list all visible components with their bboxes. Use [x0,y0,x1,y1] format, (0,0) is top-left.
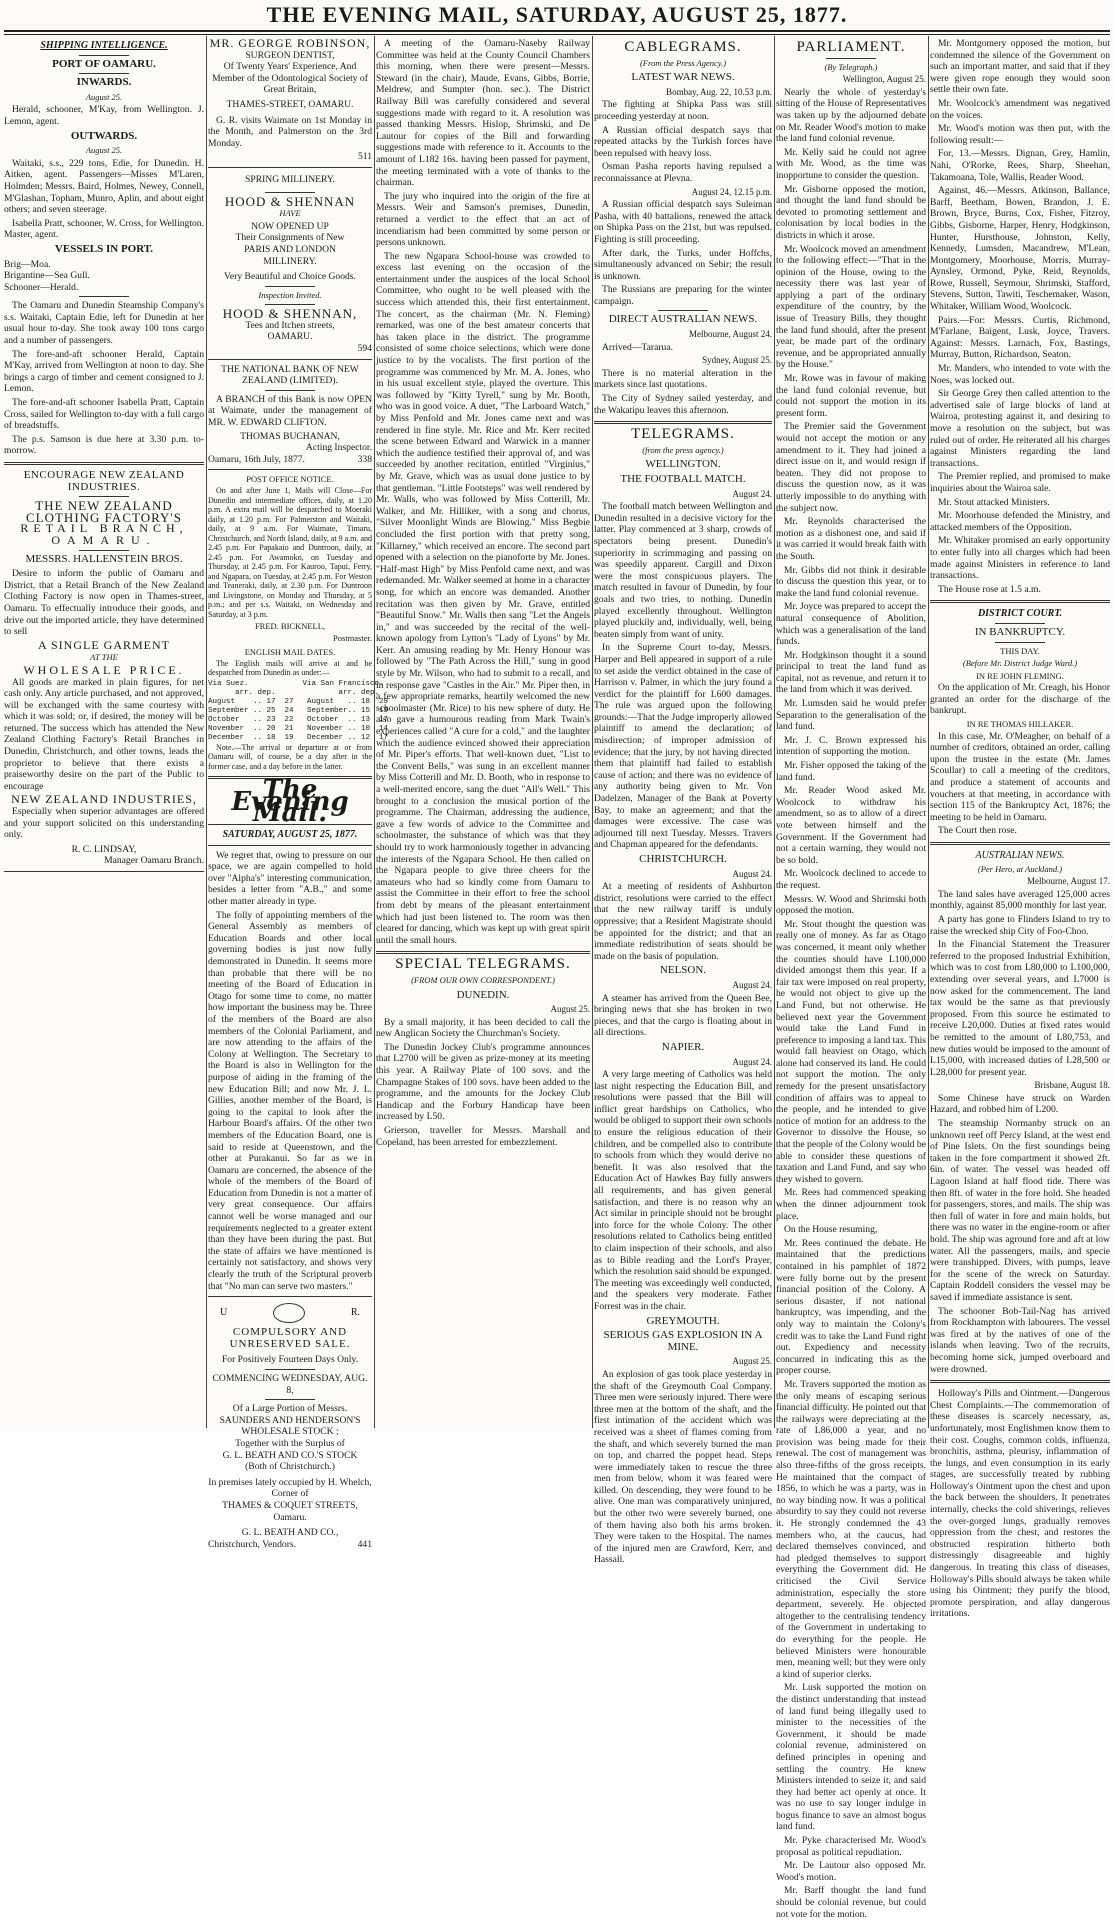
divider [208,1296,372,1297]
ad-heading: THE NATIONAL BANK OF NEW ZEALAND (LIMITED). [221,363,359,387]
paragraph: A Russian official despatch says that repeated attacks by the Turkish forces have been repulsed with heavy loss. [594,124,772,159]
notice-text: On and after June 1, Mails will Close—For Dunedin and intermediate offices, daily, at 1.20 p.m. A extra mail will be despatched to Moeraki daily, at 1.20 p.m. For Palmerston and Waitaki, daily, at 9 a.m. For Waimate, Timaru, Christchurch, and North Island, daily, at 9 a.m. and 2.45 p.m. For Papakaio and Duntroon, daily, at 2.45 p.m. For Awamoko, on Tuesday and Thursday, at 2.45 p.m. For Kauroo, Tapui, Ferry, and Ngapara, on Tuesday, at 2.45 p.m. For Weston and Teaneraki, daily, at 2.30 p.m. For Duntroon and Livingstone, on Monday and Thursday, at 5 p.m.; and per s.s. Waitaki, on Wednesday and Saturday, at 3 p.m. [208,486,372,619]
ad-signature: G. L. BEATH AND CO., [241,1527,339,1539]
ad-heading: SPRING MILLINERY. [245,173,335,185]
ad-text: Their Consignments of New [235,232,345,244]
divider [208,469,372,470]
ad-text: G. L. BEATH AND CO.'S STOCK [222,1449,358,1461]
vessel-list-item: Schooner—Herald. [4,281,79,293]
notice-text: Note.—The arrival or departure at or from Oamaru will, of course, be a day after in the former case, and a day before in the latter. [208,742,372,771]
section-source: (from the press agency.) [642,444,724,455]
section-source: (Per Hero, at Auckland.) [977,863,1063,874]
paragraph: The fore-and-aft schooner Isabella Pratt, Captain Cross, sailed for Wellington to-day with a full cargo of breadstuffs. [4,397,204,432]
paragraph: Isabella Pratt, schooner, W. Cross, for Wellington. Master, agent. [4,217,204,241]
paragraph: All goods are marked in plain figures, for net cash only. Any article purchased, and not approved, will be exchanged with the same courtesy with which it was sold; or, if desired, the money will be returned. The success which has attended the New Zealand Clothing Factory's Retail Branches in Dunedin, Christchurch, and other towns, leads the proprietor to believe that there exists a praiseworthy desire on the part of the Public to encourage [4,676,204,792]
section-source: (FROM OUR OWN CORRESPONDENT.) [411,974,555,985]
inwards-heading: INWARDS. [76,76,132,89]
ad-heading: HOOD & SHENNAN, [222,306,358,322]
notice-text: The English mails will arrive at and be despatched from Dunedin as under:— [208,658,372,678]
dateline: August 25. [550,1004,590,1015]
crest-letter: R. [350,1307,360,1319]
divider [265,1369,315,1370]
editorial-date: SATURDAY, AUGUST 25, 1877. [222,829,358,841]
paragraph: Mr. De Lautour also opposed Mr. Wood's motion. [776,1860,926,1883]
paragraph: Arrived—Tararua. [602,341,673,353]
paragraph: In the Supreme Court to-day, Messrs. Harper and Bell appeared in support of a rule to set aside the verdict obtained in the case of Harrison v. Palmer, in which the jury found a verdict for the plaintiff for L600 damages. The rule was argued upon the following grounds:—That the Judge improperly allowed plaintiff to amend the declaration; of misdirection; of improper admission of evidence; that the jury, by not having directed them that plaintiff had failed to establish cause of action; and there was no evidence of any authority being given to Mr. Von Dadelzen, Manager of the Bank at Poverty Bay, to make an agreement; and that the damages were excessive. The case was adjourned till next Tuesday. Messrs. Travers and Chapman appeared for the defendants. [594,642,772,851]
column-divider [592,36,593,1428]
ad-text: SURGEON DENTIST, [245,49,335,61]
ad-text: Tees and Itchen streets, [245,319,335,331]
masthead-title: THE EVENING MAIL, SATURDAY, AUGUST 25, 1877. [266,2,848,27]
crest-icon [273,1303,305,1323]
ad-text: PARIS AND LONDON [244,243,336,255]
paragraph: An explosion of gas took place yesterday in the shaft of the Greymouth Coal Company. Three men were seriously injured. There were three men at the bottom of the shaft, and the first intimation of the accident which was received was a sheet of flames coming from the shaft, and which severely burned the man on top, and charred the poppet head. Steps were immediately taken to rescue the three men from below, whom it was feared were killed. On descending, they were found to be alive. One man was comparatively uninjured, but the other two were severely burned, one of them having also both his arms broken. They were taken to the Hospital. The names of the injured men are Crawford, Kerr, and Hassall. [594,1368,772,1566]
ad-signature-title: Acting Inspector. [305,442,372,454]
dateline: August 24, 12.15 p.m. [691,186,772,197]
notice-heading: POST OFFICE NOTICE. [246,474,334,485]
paragraph: The folly of appointing members of the General Assembly as members of Education Boards and other local governing bodies is just now fully demonstrated in Dunedin. It seems more than probable that there will be no meeting of the Board of Education in Otago for some time to come, no matter how important the business may be. Three of the members of the Board are also members of the Colonial Parliament, and are now attending to the affairs of the Colony at Wellington. The Secretary to the Board is also in Wellington for the purpose of aiding in the framing of the new Education Bill; and now Mr. J. L. Gillies, another member of the Board, is going to the capital to look after the Harbour Board's affairs. Of the other two members of the Education Board, one is said to reside at Queenstown, and the other at Purakanui. So far as we in Oamaru are concerned, the absence of the whole of the members of the Board of Education from Dunedin is not a matter of very great consequence. Our affairs cannot well be worse managed and our requirements neglected to a greater extent than they have been during the past. But the state of affairs we have mentioned is certainly not satisfactory, and shows very clearly the truth of the Scriptural proverb that "No man can serve two masters." [208,909,372,1292]
divider [4,871,204,872]
paragraph: For, 13.—Messrs. Dignan, Grey, Hamlin, Nahi, O'Rorke, Rees, Sharp, Sheehan, Takamoana, Tole, Wallis, Reader Wood. [930,148,1110,183]
paragraph: Against, 46.—Messrs. Atkinson, Ballance, Barff, Beetham, Bowen, Brandon, J. E. Brown, Bryce, Burns, Cox, Fisher, Fitzroy, Gibbs, Gisborne, Harper, Henry, Hodgkinson, Hunter, Hursthouse, Johnston, Kelly, Kennedy, Lumsden, Macandrew, M'Lean, Montgomery, Moorhouse, Morris, Murray-Aynsley, Ormond, Pyke, Reid, Reynolds, Rowe, Russell, Seymour, Shrimski, Stafford, Stevens, Sutton, Tawiti, Teschemaker, Wason, Whitaker, William Wood, Woolcock. [930,185,1110,313]
divider [658,310,708,311]
dateline-heading: GREYMOUTH. [646,1314,720,1327]
ad-text: WHOLESALE STOCK ; [241,1426,339,1438]
notice-signature: FRED. BICKNELL, [254,621,326,631]
article-subheading: (Before Mr. District Judge Ward.) [962,658,1078,669]
section-heading: AUSTRALIAN NEWS. [975,850,1065,861]
divider [376,951,590,954]
ad-footer [208,454,372,466]
column-divider [206,36,207,1428]
ad-text: NOW OPENED UP [251,220,329,232]
section-source: (From the Press Agency.) [639,57,727,68]
ad-heading: ENCOURAGE NEW ZEALAND INDUSTRIES. [23,469,185,493]
dateline: August 25. [85,145,123,156]
divider [826,58,876,59]
divider [79,73,129,74]
paragraph: Mr. Woolcock moved an amendment to the following effect:—"That in the opinion of the House, owing to the necessity there was last year of applying a part of the ordinary expenditure of the country, by the issue of Treasury Bills, they thought the land fund should, after the present year, be made part of the ordinary revenue, and be appropriated annually by the House." [776,243,926,371]
paragraph: Holloway's Pills and Ointment.—Dangerous Chest Complaints.—The commemoration of these diseases is scarcely necessary, as, unfortunately, most Englishmen know them to their cost. Coughs, common colds, influenza, bronchitis, asthma, pleurisy, inflammation of the lungs, and even consumption in its early stages, are successfully treated by rubbing Holloway's Ointment upon the chest and upon the back between the shoulders. It penetrates internally, checks the cold shiverings, relieves the over-gorged lungs, gradually removes oppression from the chest, and restores the obstructed respiration hitherto both distressingly disagreeable and highly dangerous. In treating this class of diseases, Holloway's Pills should always be taken while using his Ointment; they purify the blood, promote perspiration, and allay dangerous irritations. [930,1388,1110,1620]
ad-number: 338 [357,453,372,465]
paragraph: The fore-and-aft schooner Herald, Captain M'Kay, arrived from Wellington at noon to day. She brings a cargo of timber and cement consigned to J. Lemon. [4,348,204,395]
vessel-list-item: Brig—Moa. [4,258,51,270]
article-subheading: IN RE JOHN FLEMING. [976,670,1064,681]
divider [594,421,772,424]
paragraph: The fighting at Shipka Pass was still proceeding yesterday at noon. [594,99,772,122]
paragraph: The Russians are preparing for the winter campaign. [594,284,772,307]
paragraph: A party has gone to Flinders Island to try to raise the wrecked ship City of Foo-Choo. [930,913,1110,937]
divider [930,600,1110,603]
divider [208,167,372,168]
paragraph: Mr. Manders, who intended to vote with the Noes, was locked out. [930,363,1110,386]
ad-subtext: HAVE [279,208,301,219]
paragraph: A steamer has arrived from the Queen Bee, bringing news that she has broken in two pieces, and that the cargo is floating about in all directions. [594,992,772,1039]
ad-text: SAUNDERS AND HENDERSON'S [219,1414,361,1426]
section-heading: TELEGRAMS. [631,426,735,443]
ad-heading: WHOLESALE PRICE. [23,662,185,677]
paragraph: Mr. Whitaker promised an early opportunity to enter fully into all charges which had been made against Ministers in reference to land transactions. [930,535,1110,582]
paragraph: Nearly the whole of yesterday's sitting of the House of Representatives was taken up by the adjourned debate on Mr. Reader Wood's motion to make the land fund colonial revenue. [776,86,926,145]
section-source: (By Telegraph.) [824,61,878,72]
ad-number: 441 [357,1538,372,1550]
ad-heading: HOOD & SHENNAN [224,193,356,209]
column-5 [776,38,926,1920]
dateline: August 24. [732,488,772,499]
column-6 [930,38,1110,1620]
ad-text: (Both of Christchurch.) [245,1461,335,1473]
dateline-heading: NELSON. [659,964,707,977]
ad-subtext: AT THE [90,652,118,663]
ad-signature-title: Christchurch, Vendors. [208,1538,297,1550]
paragraph: On the House resuming, [784,1224,878,1236]
paragraph: Waitaki, s.s., 229 tons, Edie, for Dunedin. H. Aitken, agent. Passengers—Misses M'Laren, Holmden; Messrs. Baird, Holmes, Newey, Connell, M'Glashan, Topham, Munro, Aplin, and about eight others; and seven steerage. [4,157,204,216]
paragraph: After dark, the Turks, under Hoffchs, simultaneously advanced on Sebir; the result is unknown. [594,247,772,282]
article-subheading: IN RE THOMAS HILLAKER. [966,719,1074,730]
paragraph: Especially when superior advantages are offered and your support solicited on this understanding only. [4,806,204,841]
dateline: Melbourne, August 17. [1027,876,1110,887]
paragraph: We regret that, owing to pressure on our space, we are again compelled to hold over "Alpha's" interesting communication, besides a letter from "A.B.," and some other matter already in type. [208,849,372,908]
paragraph: Mr. Fisher opposed the taking of the land fund. [776,760,926,783]
paragraph: The Dunedin Jockey Club's programme announces that L2700 will be given as prize-money at its meeting this year. A Railway Plate of 100 sovs. and the Champagne Stakes of 100 sovs. have been added to the programme, and the amounts for the Jockey Club Handicap and the Forbury Handicap have been increased by L50. [376,1041,590,1123]
paragraph: Mr. Montgomery opposed the motion, but condemned the silence of the Government on such an important matter, and said that if they were given rope enough they would soon settle their own fate. [930,38,1110,96]
divider [995,642,1045,643]
dateline-heading: WELLINGTON. [645,458,721,471]
paragraph: In this case, Mr. O'Meagher, on behalf of a number of creditors, obtained an order, calling upon the trustee in the estate (Mr. James Scoullar) to call a meeting of the creditors, and produce a statement of accounts and vouchers at that meeting, in accordance with section 115 of the Bankruptcy Act, 1876; the meeting to be held in Oamaru. [930,730,1110,823]
article-subheading: THIS DAY. [1000,645,1040,656]
ad-text: THAMES-STREET, OAMARU. [226,98,354,110]
ad-heading: NEW ZEALAND INDUSTRIES, [11,792,197,807]
dateline-heading: DUNEDIN. [456,988,510,1001]
column-2 [208,36,389,1550]
paragraph: Mr. Barff thought the land fund should be colonial revenue, but could not vote for the motion. [776,1885,926,1920]
divider [930,1380,1110,1383]
dateline: Bombay, Aug. 22, 10.53 p.m. [666,86,772,97]
port-heading: PORT OF OAMARU. [52,57,156,70]
paragraph: Desire to inform the public of Oamaru and District, that a Retail Branch of the New Zealand Clothing Factory is now open in Thames-street, Oamaru. To effectually introduce their goods, and drive out the imported article, they have determined to sell [4,568,204,638]
ad-number: 594 [357,343,372,355]
paragraph: Mr. Joyce was prepared to accept the natural consequence of Abolition, which was a generalisation of the land funds. [776,601,926,648]
ad-heading: THE NEW ZEALAND CLOTHING FACTORY'S [25,498,183,525]
paragraph: A very large meeting of Catholics was held last night respecting the Education Bill, and resolutions were passed that the Bill will inflict great hardships on Catholics, who would be obliged to support their own schools to ensure the religious education of their children, and be compelled also to contribute to schools from which they would derive no benefit. It was also resolved that the Education Act of Hawkes Bay fully answers all requirements, and has given general satisfaction, and there is no reason why an Act similar in principle should not be brought into force for the whole Colony. The other resolutions related to Catholics being entitled to claim inspection of their schools, and also as to Bible reading and the Lord's Prayer, which the resolution said should be expunged. The meeting was exceedingly well conducted, and the speakers very moderate. Father Forrest was in the chair. [594,1069,772,1312]
ad-signature: THOMAS BUCHANAN, [240,430,340,442]
paragraph: Osman Pasha reports having repulsed a reconnaissance at Plevna. [594,161,772,184]
ad-text: In premises lately occupied by H. Whelch, Corner of [208,1476,372,1500]
paragraph: Mr. Travers supported the motion as the only means of escaping serious financial difficulty. He pointed out that the railways were depreciating at the rate of L86,000 a year, and no provision was being made for their renewal. The cost of management was also three-fifths of the gross receipts. He maintained that the compact of 1856, to which he was a party, was in no way binding now. It was a political absurdity to say they could not reverse it. He strongly condemned the 43 members who, at the caucus, had declared themselves convinced, and had pledged themselves to support everything the Government did. He criticised the Civil Service administration, especially the store department, severely. He objected altogether to the centralising tendency of the Government in undertaking to do everything for the people. He believed Ministers were honourable men, meaning well; but they were only a kind of superior clerks. [776,1378,926,1680]
paragraph: The City of Sydney sailed yesterday, and the Wakatipu leaves this afternoon. [594,393,772,416]
ad-number: 511 [357,151,372,163]
divider [265,286,315,287]
dateline: August 24. [732,868,772,879]
ad-heading: OAMARU. [51,532,157,547]
paragraph: Mr. Hodgkinson thought it a sound principal to treat the land fund as capital, not as revenue, and return it to the land from which it was derived. [776,649,926,696]
paragraph: Mr. Reynolds characterised the motion as a dishonest one, and said if it was carried it would break faith with the South. [776,516,926,562]
paragraph: The football match between Wellington and Dunedin resulted in a decisive victory for the latter. Play commenced at 3 sharp, crowds of spectators being present. Dunedin's superiority in scrimmaging and passing on was speedily apparent. Cargill and Dixon were the most conspicuous players. The match resulted in favour of Dunedin, by four goals and two tries, to nothing. Dunedin played excellently throughout. Wellington played pluckily and, individually, well, being beaten simply from want of unity. [594,501,772,640]
divider [930,842,1110,845]
column-1 [4,38,204,1428]
shipping-heading: SHIPPING INTELLIGENCE. [40,40,168,51]
column-4 [594,38,772,1566]
dateline: August 25. [85,91,123,102]
paragraph: Grierson, traveller for Messrs. Marshall and Copeland, has been arrested for embezzlement. [376,1125,590,1148]
article-heading: DIRECT AUSTRALIAN NEWS. [608,313,758,326]
paragraph: The new Ngapara School-house was crowded to excess last evening on the occasion of the entertainment under the auspices of the local School Committee, who ought to be well pleased with the success which attended this, their first entertainment. The concert, as the chairman (Mr. N. Fleming) remarked, was one of the best amateur concerts that has taken place in the district. The programme consisted of some choice selections, which were done justice to by the vocalists. The first portion of the programme was commenced by Mr. M. A. Jones, who in his usual excellent style, played the overture. This was followed by "Kitty Tyrell," sung by Mr. Booth, who was in good voice. A duet, "The Larboard Watch," by Miss Penfold and Mr. Jones came next and was rendered in fine style. Mr. Rice and Mr. Kerr recited the scene between Edward and Warwick in a manner which the audience testified their approval of, and was succeeded by another recitation, entitled "Virginius," by Mr. Grave, which was as usual done justice to by that gentleman. "Little Footsteps" was well rendered by Mr. Walls, who was followed by Miss Cotterill, Mr. Walker, and Mr. Hilliker, with a song and chorus, "Silver Moonlight Winds are Blowing." Miss Begbie concluded the first portion with that pretty song, "Killarney," which received an encore. The second part opened with a selection on the pianoforte by Mr. Jones. "Half-mast High" by Miss Penfold came next, and was redemanded. Mr. Walker seemed at home in a character song, for which an encore was demanded. Another recitation was then given by Mr. Grave, entitled "Beautiful Snow." Mr. Walls then sang "Let the Angels in," and was succeeded by the recital of the well-known apology from Lytton's "Lady of Lyons" by Mr. Kerr. An amusing reading by Mr. Henry Honour was followed by "The Path Across the Hill," sung in good style by Mr. Wilson, who had to submit to a recall, and in response gave "Castles in the Air." Mr. Piper then, in a few appropriate remarks, heartily welcomed the new schoolmaster (Mr. Rice) to his new sphere of duty. He also gave a humourous reading from Mark Twain's experiences called "A cure for a cold," and the laughter which the audience evinced showed their appreciation of Mr. Piper's efforts. That well-known duet, "List to the Convent Bells," was sung in an excellent manner by Miss Cotterill and Mr. D. Booth, who in response to a well-merited encore, sang the duet "All's Well." This brought to a conclusion the musical portion of the programme. The Chairman, addressing the audience, gave a few words of advice to the Committee and schoolmaster, the substance of which was that they should try to work harmoniously together in advancing the interests of the Ngapara School. He then called on the Ngapara people to give three cheers for the amateurs who had so kindly come from Oamaru to assist the Committee in their effort to free the school from debt by means of the pleasant entertainment which had just been listened to. The room was then cleared for dancing, which was kept up with great spirit until the small hours. [376,250,590,946]
dateline: August 24. [732,979,772,990]
vessels-heading: VESSELS IN PORT. [54,242,154,255]
dateline: Sydney, August 25. [702,355,772,366]
outwards-heading: OUTWARDS. [70,129,138,142]
paragraph: A Russian official despatch says Suleiman Pasha, with 40 battalions, renewed the attack on Shipka Pass on the 21st, but was repulsed. Fighting is still proceeding. [594,199,772,245]
paragraph: By a small majority, it has been decided to call the new Anglican Society the Churchman's Society. [376,1016,590,1040]
masthead-rule [4,30,1110,35]
ad-date: Oamaru, 16th July, 1877. [208,453,305,465]
paragraph: The schooner Bob-Tail-Nag has arrived from Rockhampton with labourers. The vessel was fired at by the natives of one of the islands when leaving. Two of the recruits, becoming home sick, jumped overboard and were drowned. [930,1305,1110,1375]
paragraph: A meeting of the Oamaru-Naseby Railway Committee was held at the County Council Chambers this morning, when there were present—Messrs. Steward (in the chair), Maude, Evans, Gibbs, Borrie, Meldrew, and Sumpter (hon. sec.). The District Railway Bill was carefully considered and several suggestions made with regard to it. A resolution was passed thanking Messrs. Hislop, Shrimski, and De Lautour for copies of the Bill and forwarding suggestions made with reference to it. Accounts to the amount of L182 16s. having been passed for payment, the meeting terminated with a vote of thanks to the chairman. [376,38,590,189]
ad-text: Of a Large Portion of Messrs. [232,1403,348,1415]
column-divider [774,36,775,1428]
divider [265,1399,315,1400]
section-heading: SPECIAL TELEGRAMS. [395,956,571,973]
divider [208,359,372,360]
article-heading: SERIOUS GAS EXPLOSION IN A MINE. [603,1329,763,1353]
ad-text: COMMENCING WEDNESDAY, AUG. 8, [212,1373,368,1396]
divider [4,462,204,465]
paragraph: On the application of Mr. Creagh, his Honor granted an order for the discharge of the bankrupt. [930,682,1110,717]
paragraph: The Oamaru and Dunedin Steamship Company's s.s. Waitaki, Captain Edie, left for Dunedin at her usual hour to-day. She took away 100 tons cargo and a number of passengers. [4,300,204,347]
masthead [0,0,1114,30]
paragraph: Mr. Gibbs did not think it desirable to discuss the question this year, or to make the land fund colonial revenue. [776,564,926,599]
paragraph: Mr. Pyke characterised Mr. Wood's proposal as political repudiation. [776,1835,926,1858]
paragraph: There is no material alteration in the markets since last quotations. [594,367,772,391]
article-heading: THE FOOTBALL MATCH. [620,473,746,485]
ad-signature: R. C. LINDSAY, [71,843,137,855]
notice-heading: ENGLISH MAIL DATES. [244,647,336,658]
ad-text: OAMARU. [267,331,313,343]
divider [995,623,1045,624]
ad-heading: COMPULSORY AND UNRESERVED SALE. [229,1326,351,1350]
ad-text: For Positively Fourteen Days Only. [221,1354,359,1366]
paragraph: Mr. Lumsden said he would prefer Separation to the generalisation of the land fund. [776,698,926,733]
mail-dates-table: Via Suez. Via San Francisco. arr. dep. arr. dep. August .. 17 27 August .. 18 29 September .. 25 24 September.. 15 19 October .. 23 22 October .. 13 17 November .. 20 21 November .. 10 14 December .. 18 19 December .. 12 17 [208,679,389,742]
paragraph: The land sales have averaged 125,000 acres monthly, against 85,000 monthly for last year. [930,888,1110,912]
paragraph: Pairs.—For: Messrs. Curtis, Richmond, M'Farlane, Baigent, Lusk, Joyce, Travers. Against: Messrs. Larnach, Fox, Bastings, Murray, Button, Richardson, Seaton. [930,314,1110,361]
dateline: August 24. [732,1056,772,1067]
ad-footer [208,1539,372,1551]
article-heading: IN BANKRUPTCY. [974,625,1066,638]
dateline-heading: CHRISTCHURCH. [639,853,727,865]
paragraph: The jury who inquired into the origin of the fire at Messrs. Weir and Samson's premises, Dunedin, returned a verdict to the effect that an act of incendiarism had been committed by some person or persons unknown. [376,190,590,249]
paragraph: G. R. visits Waimate on 1st Monday in the Month, and Palmerston on the 3rd Monday. [208,114,372,149]
paragraph: Sir George Grey then called attention to the advertised sale of large blocks of land at Wairoa, protesting against it, and desiring to move a resolution on the subject, but was ruled out of order. He reiterated all his charges against Ministers regarding the land transactions. [930,388,1110,469]
dateline: August 25. [732,1356,772,1367]
column-3 [376,38,590,1428]
paragraph: Mr. Stout attacked Ministers. [938,496,1050,508]
paragraph: In the Financial Statement the Treasurer referred to the proposed Industrial Exhibition, which was to cost from L80,000 to L100,000, extending over several years, and L7000 is now asked for the commencement. The land tax would be the same as that previously proposed. From this source he estimated to receive L20,000. Duties at fixed rates would be remitted to the amount of L80,753, and new duties would be imposed to the amount of L15,000, with increased duties of L28,500 or L28,000 for present year. [930,939,1110,1078]
paragraph: Mr. Gisborne opposed the motion, and thought the land fund should be devoted to promoting settlement and colonisation by local bodies in the districts in which it arose. [776,183,926,241]
paragraph: Some Chinese have struck on Warden Hazard, and robbed him of L200. [930,1092,1110,1116]
ad-text: THAMES & COQUET STREETS, [222,1499,358,1511]
section-heading: CABLEGRAMS. [624,39,742,55]
divider [265,304,315,305]
paragraph: Mr. Kelly said he could not agree with Mr. Wood, as the time was inopportune to consider the question. [776,146,926,181]
paragraph: Mr. Woolcock's amendment was negatived on the voices. [930,97,1110,121]
ad-heading: MESSRS. HALLENSTEIN BROS. [25,552,183,565]
paragraph: Mr. Rowe was in favour of making the land fund colonial revenue, but could not support the motion in its present form. [776,373,926,419]
divider [265,390,315,391]
dateline-heading: NAPIER. [661,1040,705,1053]
paragraph: Mr. Rees continued the debate. He maintained that the predictions contained in his pamphlet of 1872 were fully borne out by the present financial position of the Colony. A serious disaster, if not national bankruptcy, was impending, and the only way to maintain the Colony's credit was to take the Land Fund right out. Expediency and necessity concurred in indicating this as the proper course. [776,1237,926,1377]
paragraph: The steamship Normanby struck on an unknown reef off Percy Island, at the west end of Pine Islets. On the first soundings being taken in the fore compartment it showed 2ft. 6in. of water. The vessel was headed off Lagoon Island at half flood tide. There was then 8ft. of water in the fore hold. She headed for passengers, stores, and mails. The ship was then full of water in fore and main holds, but there was no water in the engine-room or after hold. The ship was aground fore and aft at low water. All the passengers, mails, and specie were transhipped. Divers, with pumps, leave for the scene of the wreck on Saturday. Captain Roddell considers the vessel may be saved if immediate assistance is sent. [930,1118,1110,1303]
paragraph: The Court then rose. [938,825,1017,837]
paragraph: The Premier said the Government would not accept the motion or any amendment to it. They had joined a direct issue on it, and would resign if beaten. They did not propose to discuss the question now, as it was utterly impossible to do anything with the subject now. [776,421,926,514]
paragraph: The p.s. Samson is due here at 3.30 p.m. to-morrow. [4,433,204,457]
paragraph: Mr. Reader Wood asked Mr. Woolcock to withdraw his amendment, so as to allow of a direct vote between himself and the Government. If the Government had not a certain warning, they would not be so bold. [776,785,926,866]
ad-heading: RETAIL BRANCH, [20,521,188,536]
dateline: Brisbane, August 18. [1034,1080,1110,1091]
paragraph: The Premier replied, and promised to make inquiries about the Wairoa sale. [930,471,1110,494]
divider [79,296,129,297]
ad-text: Of Twenty Years' Experience, And Member of the Odontological Society of Great Britain, [212,61,368,96]
ad-signature-title: Manager Oamaru Branch. [104,855,204,867]
royal-crest [208,1303,372,1323]
ad-text: MILLINERY. [263,255,317,267]
ad-text: Together with the Surplus of [235,1437,345,1449]
dateline: Melbourne, August 24. [689,329,772,340]
vessel-list-item: Brigantine—Sea Gull. [4,270,90,282]
notice-signature-title: Postmaster. [333,632,372,643]
paragraph: Mr. J. C. Brown expressed his intention of supporting the motion. [776,734,926,758]
paragraph: Herald, schooner, M'Kay, from Wellington. J. Lemon, agent. [4,104,204,127]
column-divider [928,36,929,1428]
paragraph: Messrs. W. Wood and Shrimski both opposed the motion. [776,893,926,917]
paragraph: Mr. Moorhouse defended the Ministry, and attacked members of the Opposition. [930,510,1110,533]
section-heading: DISTRICT COURT. [977,608,1063,620]
paragraph: Mr. Wood's motion was then put, with the following result:— [930,123,1110,146]
divider [79,496,129,497]
divider [79,550,129,551]
ad-text: Oamaru. [273,1511,307,1523]
article-heading: LATEST WAR NEWS. [631,71,735,84]
crest-letter: U [220,1307,228,1319]
ad-text: Very Beautiful and Choice Goods. [224,271,356,283]
paragraph: At a meeting of residents of Ashburton district, resolutions were carried to the effect that the new railway tariff is unduly oppressive; that a Resident Magistrate should be appointed for the district; and that an immediate redistribution of seats should be made on the basis of population. [594,881,772,962]
paragraph: A BRANCH of this Bank is now OPEN at Waimate, under the management of MR. W. EDWARD CLIFTON. [208,393,372,429]
ad-subtext: Inspection Invited. [258,289,322,300]
ad-heading: A SINGLE GARMENT [38,637,170,652]
divider [208,845,372,846]
paragraph: The House rose at 1.5 a.m. [938,583,1041,595]
paragraph: Mr. Lusk supported the motion on the distinct understanding that instead of land fund being illegally used to minister to the necessities of the Government, it should be made colonial revenue, administered on defined principles in opening and settling the country. He knew Ministers intended to seize it, and said they had better act openly at once. It was no use to say longer indulge in bogus finance to save an almost bogus land fund. [776,1682,926,1833]
newspaper-title: The Evening Mail. [231,775,349,829]
divider [265,192,315,193]
section-heading: PARLIAMENT. [796,39,906,55]
ad-heading: MR. GEORGE ROBINSON, [209,36,371,50]
paragraph: Mr. Woolcock declined to accede to the request. [776,868,926,891]
paragraph: Mr. Stout thought the question was really one of money. As far as Otago was concerned, it meant only whether the counties should have L100,000 divided amongst them this year. If a fair tax were imposed on real property, he would not object to give up the Land Fund, but not otherwise. He believed next year the Government would take the Land Fund in preference to imposing a land tax. This would fall heaviest on Otago, which alone had conserved its land. He could not support the motion. The only remedy for the present unsatisfactory condition of affairs was to appeal to the people, and he intended to give notice of motion for an address to the Governor to dissolve the House, so that the people of the Colony would be able to consider these questions of taxation and Land Fund, and say who they wished to govern. [776,918,926,1185]
divider [79,55,129,56]
paragraph: Mr. Rees had commenced speaking when the dinner adjournment took place. [776,1187,926,1222]
dateline: Wellington, August 25. [842,74,926,85]
